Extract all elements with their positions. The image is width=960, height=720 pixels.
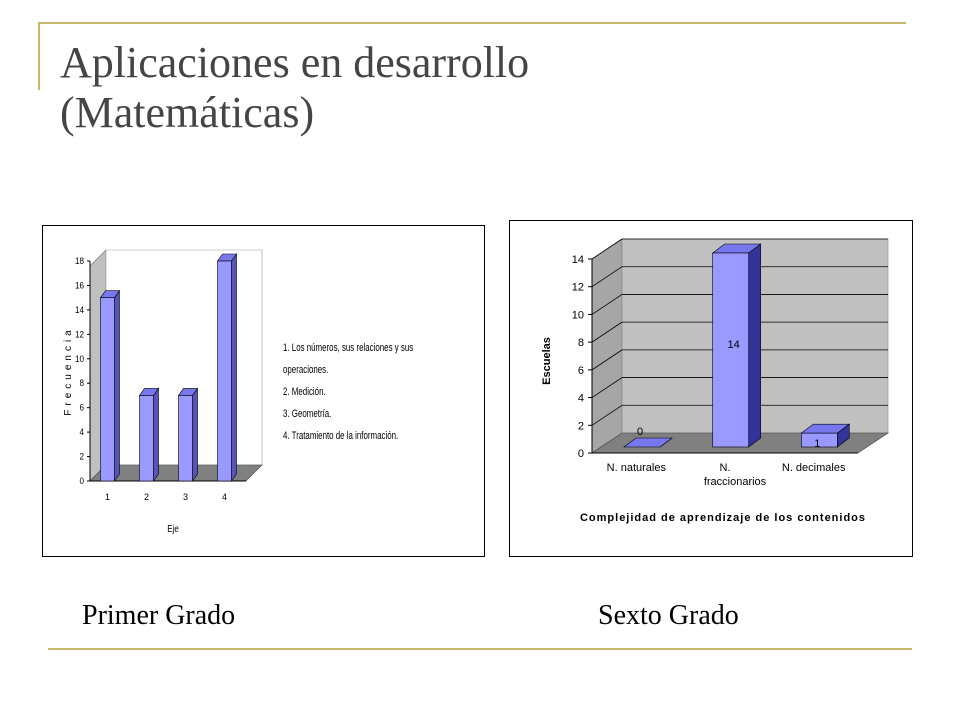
chart1-y-tick-label: 14 [74, 304, 84, 315]
chart-primer-grado [42, 225, 485, 557]
chart1-x-tick-label: 3 [182, 492, 189, 502]
chart2-y-tick-label: 10 [571, 309, 584, 322]
chart2-data-label: 0 [636, 426, 644, 438]
chart1-y-axis-label: Frecuencia [63, 326, 74, 416]
chart1-bar [218, 261, 232, 481]
chart1-x-tick-label: 1 [104, 492, 111, 502]
chart1-legend-line: operaciones. [283, 363, 329, 377]
chart1-y-tick-label: 16 [74, 280, 84, 291]
chart2-y-axis-label: Escuelas [541, 337, 553, 385]
chart1-legend-line: 1. Los números, sus relaciones y sus [283, 341, 414, 355]
chart1-bar-side [154, 388, 159, 481]
chart2-data-label: 1 [814, 438, 821, 451]
chart1-bar-side [115, 291, 120, 481]
chart-1-svg [43, 226, 484, 556]
chart1-y-tick-label: 18 [74, 255, 84, 267]
chart2-x-tick-label: N. decimales [781, 462, 846, 474]
title-line-1: Aplicaciones en desarrollo [60, 38, 530, 87]
chart2-y-tick-label: 14 [571, 254, 584, 266]
chart2-y-tick-label: 2 [577, 420, 584, 433]
chart1-bar-side [193, 388, 198, 481]
chart1-y-tick-label: 2 [79, 451, 84, 462]
chart1-y-tick-label: 0 [79, 475, 84, 487]
chart2-x-tick-label: N. naturales [606, 462, 666, 474]
chart2-y-tick-label: 4 [577, 392, 584, 405]
chart1-x-tick-label: 4 [221, 492, 228, 502]
chart1-y-tick-label: 10 [74, 353, 84, 364]
chart2-y-tick-label: 0 [577, 448, 584, 460]
chart1-bar [179, 395, 193, 481]
top-rule [38, 22, 906, 24]
caption-sexto-grado: Sexto Grado [598, 600, 739, 631]
chart2-y-tick-label: 12 [571, 281, 584, 294]
chart1-y-tick-label: 12 [74, 328, 84, 340]
chart1-y-tick-label: 4 [79, 426, 84, 438]
chart1-legend-line: 4. Tratamiento de la información. [283, 429, 399, 443]
chart1-legend-line: 2. Medición. [283, 385, 326, 399]
left-rule [38, 22, 40, 90]
chart1-bar [101, 298, 115, 481]
title-line-2: (Matemáticas) [60, 88, 315, 137]
chart-2-svg [510, 221, 912, 556]
bottom-rule [48, 648, 912, 650]
slide-title [60, 38, 760, 138]
chart2-x-axis-label: Complejidad de aprendizaje de los contenidos [579, 512, 867, 524]
chart2-x-tick-label: fraccionarios [703, 476, 767, 488]
chart2-bar-side [749, 244, 761, 447]
chart2-y-tick-label: 6 [577, 364, 584, 377]
chart2-y-tick-label: 8 [577, 337, 584, 350]
caption-primer-grado: Primer Grado [82, 600, 236, 631]
chart2-left-wall [592, 239, 622, 453]
chart1-x-axis-label: Eje [167, 523, 179, 535]
chart2-data-label: 14 [727, 339, 740, 351]
chart2-x-tick-label: N. [719, 462, 731, 474]
chart-sexto-grado [509, 220, 913, 557]
chart1-bar-side [232, 254, 237, 481]
chart1-y-tick-label: 8 [79, 377, 84, 389]
chart1-legend-line: 3. Geometría. [283, 407, 332, 421]
chart1-y-tick-label: 6 [79, 402, 84, 413]
chart1-x-tick-label: 2 [143, 492, 150, 502]
chart1-bar [140, 395, 154, 481]
